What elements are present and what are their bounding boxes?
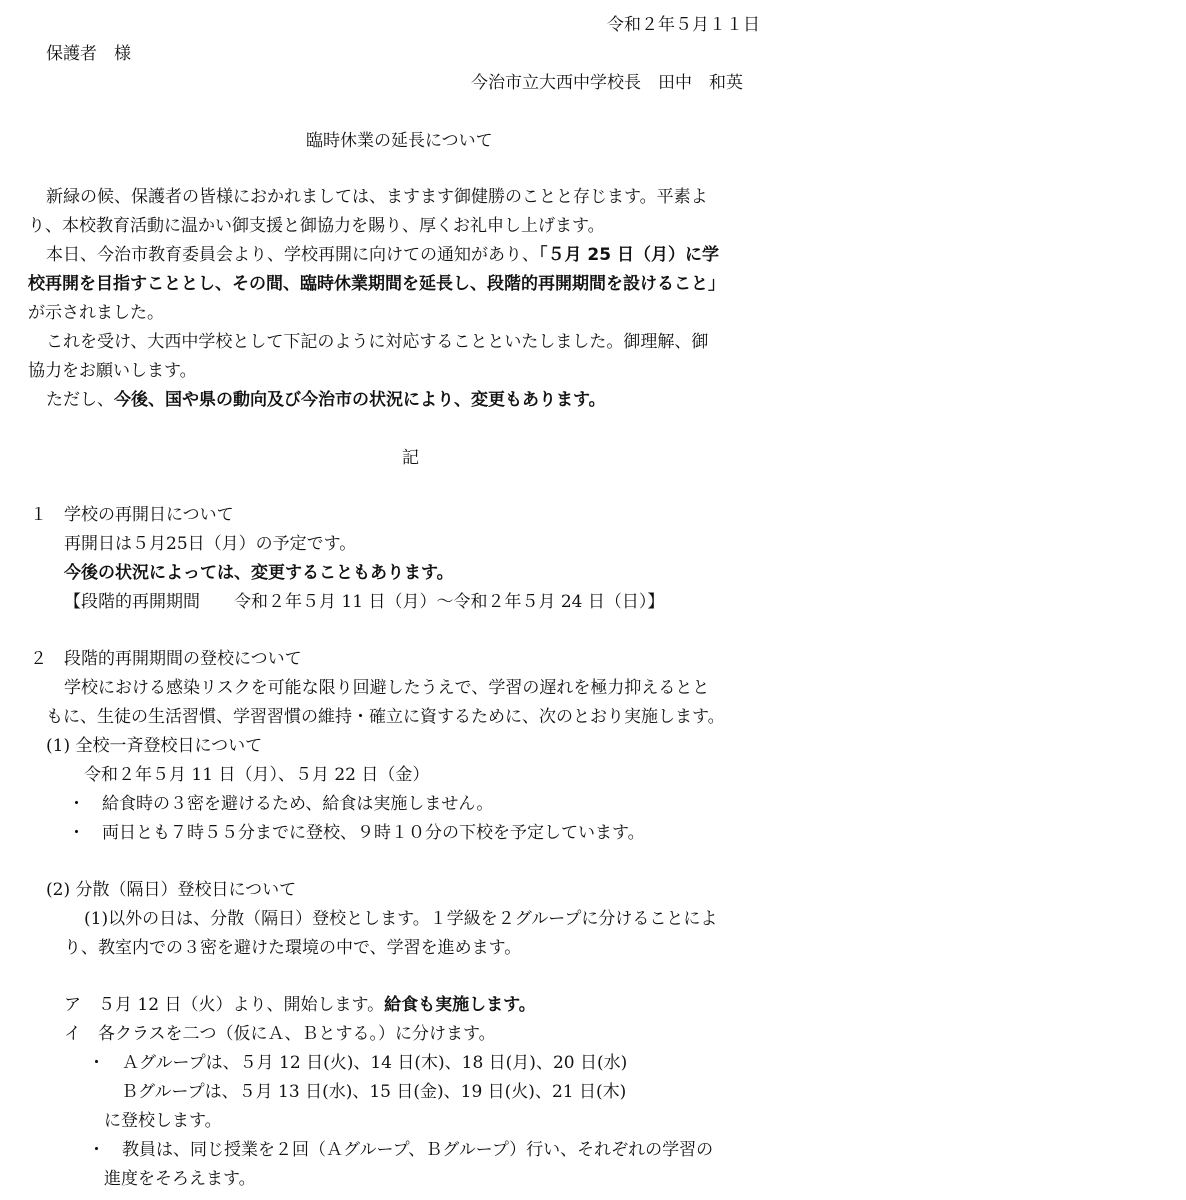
ki-heading: 記 (402, 448, 419, 468)
intro-line-3-emphasis: 「５月 25 日（月）に学 (539, 245, 719, 265)
section-1-heading: １ 学校の再開日について (30, 505, 234, 525)
sub-1-dates: 令和２年５月 11 日（月）、５月 22 日（金） (84, 765, 430, 785)
section-1-line-1: 再開日は５月25日（月）の予定です。 (64, 534, 357, 554)
intro-line-5: が示されました。 (28, 303, 164, 323)
teacher-note-line-2: 進度をそろえます。 (104, 1169, 256, 1189)
letter-date: 令和２年５月１１日 (607, 15, 760, 35)
sub-2-line-1: (1)以外の日は、分散（隔日）登校とします。１学級を２グループに分けることによ (84, 909, 718, 929)
sub-2-item-i: イ 各クラスを二つ（仮にＡ、Ｂとする。）に分けます。 (64, 1024, 496, 1044)
sub-1-heading: (1) 全校一斉登校日について (46, 736, 263, 756)
section-1-line-2-emphasis: 今後の状況によっては、変更することもあります。 (64, 563, 454, 583)
section-2-line-2: もに、生徒の生活習慣、学習習慣の維持・確立に資するために、次のとおり実施します。 (46, 707, 725, 727)
intro-line-8-emphasis: 今後、国や県の動向及び今治市の状況により、変更もあります。 (114, 390, 606, 410)
intro-line-4-emphasis: 校再開を目指すこととし、その間、臨時休業期間を延長し、段階的再開期間を設けること」 (28, 274, 725, 294)
intro-line-7: 協力をお願いします。 (28, 361, 197, 381)
sub-1-bullet-1: ・ 給食時の３密を避けるため、給食は実施しません。 (68, 794, 494, 814)
intro-line-6: これを受け、大西中学校として下記のように対応することといたしました。御理解、御 (46, 332, 709, 352)
intro-line-8 (46, 389, 606, 411)
sub-2-line-2: り、教室内での３密を避けた環境の中で、学習を進めます。 (64, 938, 522, 958)
group-attend-note: に登校します。 (104, 1111, 222, 1131)
teacher-note-line-1: ・ 教員は、同じ授業を２回（Ａグループ、Ｂグループ）行い、それぞれの学習の (88, 1140, 714, 1160)
intro-line-3-text: 本日、今治市教育委員会より、学校再開に向けての通知があり、 (46, 245, 539, 265)
section-2-heading: ２ 段階的再開期間の登校について (30, 649, 302, 669)
section-1-period: 【段階的再開期間 令和２年５月 11 日（月）～令和２年５月 24 日（日）】 (64, 592, 665, 612)
intro-line-2: り、本校教育活動に温かい御支援と御協力を賜り、厚くお礼申し上げます。 (28, 216, 605, 236)
letter-title: 臨時休業の延長について (306, 131, 493, 151)
sub-2-item-a-text: ア ５月 12 日（火）より、開始します。 (64, 995, 385, 1015)
sub-2-item-a (64, 994, 536, 1016)
group-a-dates: ・ Ａグループは、５月 12 日(火)、14 日(木)、18 日(月)、20 日(水) (88, 1053, 628, 1073)
sub-1-bullet-2: ・ 両日とも７時５５分までに登校、９時１０分の下校を予定しています。 (68, 823, 645, 843)
group-b-dates: Ｂグループは、５月 13 日(水)、15 日(金)、19 日(火)、21 日(木) (121, 1082, 627, 1102)
intro-line-1: 新緑の候、保護者の皆様におかれましては、ますます御健勝のことと存じます。平素よ (46, 187, 708, 207)
intro-line-8-text: ただし、 (46, 390, 114, 410)
section-2-line-1: 学校における感染リスクを可能な限り回避したうえで、学習の遅れを極力抑えるとと (64, 678, 710, 698)
sub-2-heading: (2) 分散（隔日）登校日について (46, 880, 297, 900)
intro-line-3 (46, 244, 719, 266)
sub-2-item-a-emphasis: 給食も実施します。 (384, 995, 536, 1015)
addressee: 保護者 様 (46, 44, 131, 64)
sender: 今治市立大西中学校長 田中 和英 (471, 73, 743, 93)
